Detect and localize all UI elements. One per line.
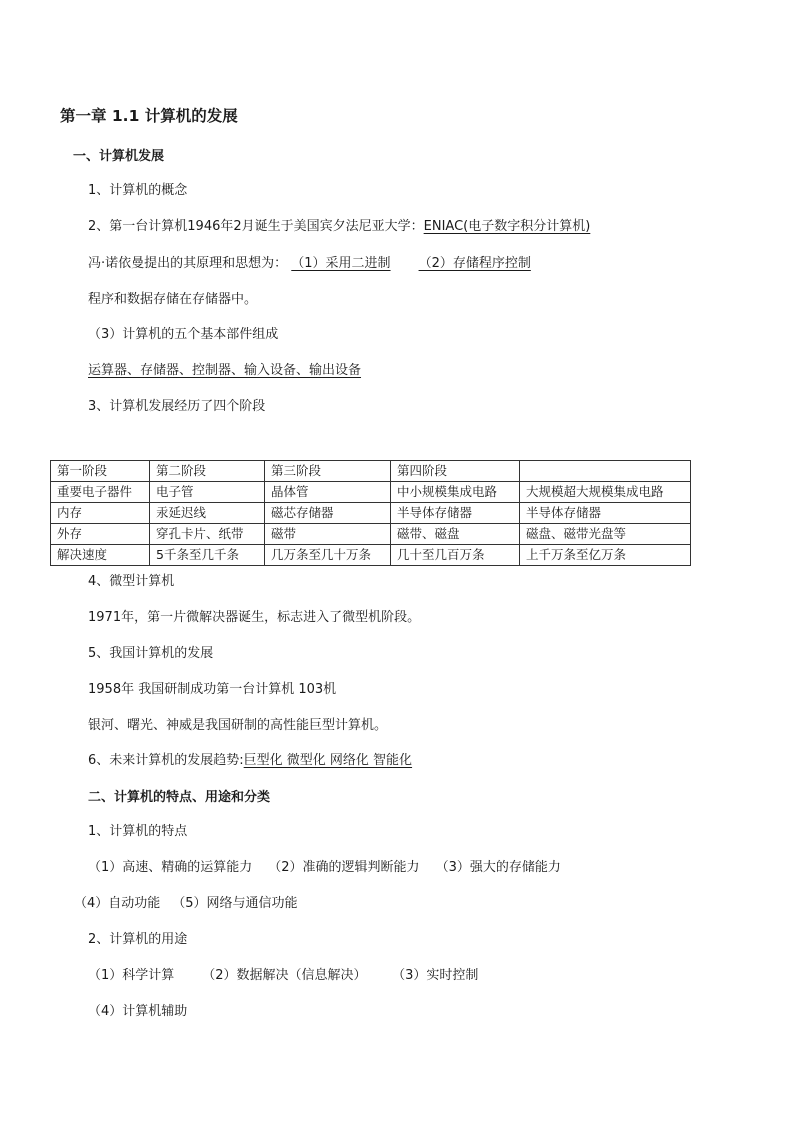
table-row	[51, 482, 691, 503]
table-cell: 大规模超大规模集成电路	[520, 482, 691, 503]
features-row-2	[74, 895, 298, 913]
use-2: （2）数据解决（信息解决）	[202, 968, 367, 983]
item-1: 1、计算机的概念	[88, 183, 188, 198]
uses-row-1	[88, 967, 478, 985]
table-cell: 第三阶段	[265, 461, 391, 482]
table-cell: 几十至几百万条	[391, 545, 520, 566]
table-cell: 第二阶段	[150, 461, 265, 482]
stages-table	[50, 460, 691, 566]
use-1: （1）科学计算	[88, 968, 175, 983]
table-cell: 半导体存储器	[391, 503, 520, 524]
table-cell: 晶体管	[265, 482, 391, 503]
use-3: （3）实时控制	[398, 968, 479, 983]
uses-heading: 2、计算机的用途	[88, 932, 188, 947]
microcomputer-text: 1971年，第一片微解决器诞生，标志进入了微型机阶段。	[88, 610, 421, 625]
table-cell: 中小规模集成电路	[391, 482, 520, 503]
table-cell: 重要电子器件	[51, 482, 150, 503]
von-neumann-text: 冯·诺依曼提出的其原理和思想为：	[88, 256, 288, 271]
table-cell: 上千万条至亿万条	[520, 545, 691, 566]
features-row-1	[88, 859, 561, 877]
china-supercomputers: 银河、曙光、神威是我国研制的高性能巨型计算机。	[88, 718, 388, 733]
five-components-heading: （3）计算机的五个基本部件组成	[88, 327, 279, 342]
table-row	[51, 545, 691, 566]
feature-3: （3）强大的存储能力	[435, 860, 561, 875]
binary-principle: （1）采用二进制	[291, 256, 391, 271]
section2-heading: 二、计算机的特点、用途和分类	[88, 790, 271, 805]
table-cell: 穿孔卡片、纸带	[150, 524, 265, 545]
von-neumann-line	[88, 255, 531, 273]
feature-5: （5）网络与通信功能	[172, 896, 298, 911]
table-row	[51, 524, 691, 545]
use-4: （4）计算机辅助	[88, 1004, 188, 1019]
table-cell: 外存	[51, 524, 150, 545]
eniac-underlined: ENIAC(电子数字积分计算机)	[423, 219, 591, 234]
item-5: 5、我国计算机的发展	[88, 646, 214, 661]
table-cell: 5千条至几千条	[150, 545, 265, 566]
table-cell: 解决速度	[51, 545, 150, 566]
table-cell: 内存	[51, 503, 150, 524]
table-cell: 磁带、磁盘	[391, 524, 520, 545]
section1-heading: 一、计算机发展	[73, 149, 165, 164]
item-6-text: 6、未来计算机的发展趋势:	[88, 753, 244, 768]
features-heading: 1、计算机的特点	[88, 824, 188, 839]
item-3: 3、计算机发展经历了四个阶段	[88, 399, 266, 414]
program-storage-text: 程序和数据存储在存储器中。	[88, 292, 258, 307]
feature-1: （1）高速、精确的运算能力	[88, 860, 253, 875]
item-2-text: 2、第一台计算机1946年2月诞生于美国宾夕法尼亚大学：	[88, 219, 424, 234]
table-cell: 汞延迟线	[150, 503, 265, 524]
table-cell: 磁盘、磁带光盘等	[520, 524, 691, 545]
table-cell	[520, 461, 691, 482]
table-cell: 电子管	[150, 482, 265, 503]
table-cell: 第一阶段	[51, 461, 150, 482]
table-cell: 第四阶段	[391, 461, 520, 482]
item-4: 4、微型计算机	[88, 574, 175, 589]
table-row	[51, 461, 691, 482]
table-cell: 磁带	[265, 524, 391, 545]
feature-4: （4）自动功能	[74, 896, 161, 911]
item-6	[88, 752, 412, 770]
feature-2: （2）准确的逻辑判断能力	[268, 860, 420, 875]
table-row	[51, 503, 691, 524]
table-cell: 半导体存储器	[520, 503, 691, 524]
table-cell: 几万条至几十万条	[265, 545, 391, 566]
page-title: 第一章 1.1 计算机的发展	[60, 107, 238, 125]
item-2	[88, 218, 590, 236]
stored-program-principle: （2）存储程序控制	[418, 256, 531, 271]
china-first-computer: 1958年 我国研制成功第一台计算机 103机	[88, 682, 337, 697]
future-trends-underlined: 巨型化 微型化 网络化 智能化	[243, 753, 413, 768]
five-components-list: 运算器、存储器、控制器、输入设备、输出设备	[88, 363, 362, 378]
table-cell: 磁芯存储器	[265, 503, 391, 524]
